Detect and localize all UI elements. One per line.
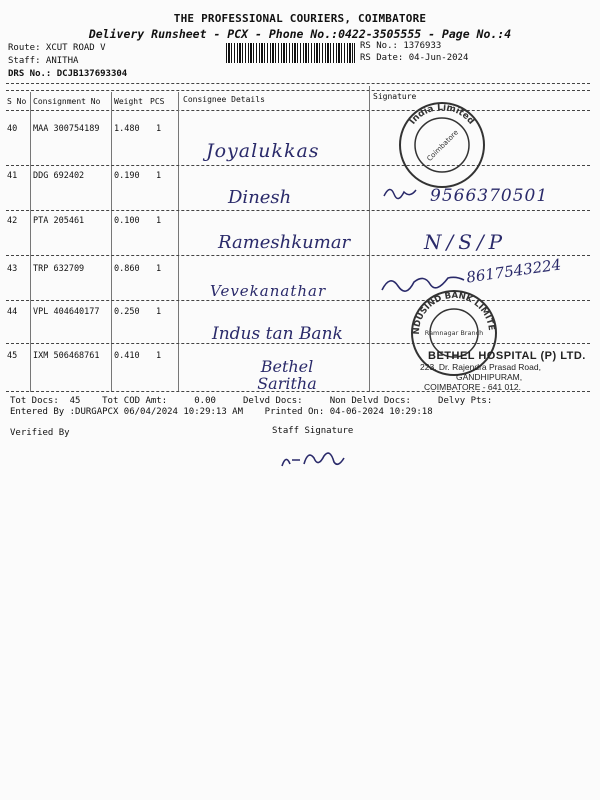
col-sep-1	[30, 92, 31, 392]
company-title: THE PROFESSIONAL COURIERS, COIMBATORE	[173, 12, 427, 25]
row-sno: 40	[7, 124, 18, 134]
row-sno: 41	[7, 171, 18, 181]
row-divider	[6, 165, 590, 166]
row-pcs: 1	[156, 216, 162, 226]
row-consignee-handwriting: Bethel Saritha	[257, 357, 317, 393]
row-weight: 0.250	[114, 307, 140, 317]
barcode	[226, 43, 350, 63]
row-pcs: 1	[156, 171, 162, 181]
row-consignee-handwriting: Vevekanathar	[210, 282, 327, 300]
rs-number: RS No.: 1376933	[360, 41, 442, 51]
row-sno: 43	[7, 264, 18, 274]
stamp-inner-text: Ramnagar Branch	[424, 329, 484, 337]
row-weight: 0.190	[114, 171, 140, 181]
row-weight: 0.860	[114, 264, 140, 274]
drs-number: DRS No.: DCJB137693304	[8, 69, 128, 79]
row-pcs: 1	[156, 264, 162, 274]
stamp-inner-text: Coimbatore	[425, 128, 460, 163]
row-pcs: 1	[156, 351, 162, 361]
row-consignment: TRP 632709	[33, 264, 85, 274]
row-consignment: DDG 692402	[33, 171, 85, 181]
col-consignment: Consignment No	[33, 97, 101, 106]
row-divider	[6, 255, 590, 256]
row-weight: 0.100	[114, 216, 140, 226]
row-sno: 45	[7, 351, 18, 361]
col-pcs: PCS	[150, 97, 165, 106]
row-consignment: IXM 506468761	[33, 351, 100, 361]
row-signature-phone: 9566370501	[430, 186, 549, 206]
staff-signature-scribble	[280, 444, 350, 474]
runsheet-subtitle: Delivery Runsheet - PCX - Phone No.:0422-3505555 - Page No.:4	[88, 27, 512, 41]
row-signature-phone: 8617543224	[465, 255, 563, 287]
row-consignment: PTA 205461	[33, 216, 85, 226]
hospital-address-line: 223, Dr. Rajendra Prasad Road,	[420, 362, 541, 372]
hospital-address-line: COIMBATORE - 641 012.	[424, 382, 521, 392]
row-consignee-handwriting: Rameshkumar	[218, 232, 351, 253]
company-stamp-seal	[395, 98, 490, 193]
entered-by-line: Entered By :DURGAPCX 06/04/2024 10:29:13 AM Printed On: 04-06-2024 10:29:18	[10, 407, 433, 417]
row-sno: 42	[7, 216, 18, 226]
row-consignment: VPL 404640177	[33, 307, 100, 317]
row-divider	[6, 300, 590, 301]
col-weight: Weight	[114, 97, 143, 106]
col-sep-2	[111, 92, 112, 392]
row-divider	[6, 343, 590, 344]
stamp-ring-text: INDUSIND BANK LIMITED	[404, 280, 496, 335]
hospital-stamp	[420, 350, 586, 392]
row-weight: 0.410	[114, 351, 140, 361]
col-sep-4	[369, 86, 370, 392]
header-top-rule-2	[6, 90, 590, 91]
stamp-ring-text: India Limited	[407, 102, 477, 127]
staff-signature-label: Staff Signature	[272, 426, 354, 436]
row-sno: 44	[7, 307, 18, 317]
row-consignee-handwriting: Indus tan Bank	[212, 324, 343, 344]
row-pcs: 1	[156, 124, 162, 134]
row-weight: 1.480	[114, 124, 140, 134]
col-sep-3	[178, 92, 179, 392]
route-label: Route: XCUT ROAD V	[8, 43, 106, 53]
row-signature-text: N/S/P	[424, 230, 508, 254]
verified-by-label: Verified By	[10, 428, 70, 438]
header-top-rule	[6, 83, 590, 84]
signature-scribble	[380, 182, 420, 206]
col-signature: Signature	[373, 92, 417, 101]
row-pcs: 1	[156, 307, 162, 317]
hospital-name: BETHEL HOSPITAL (P) LTD.	[428, 350, 586, 362]
col-sno: S No	[7, 97, 27, 106]
hospital-address-line: GANDHIPURAM,	[456, 372, 523, 382]
svg-text:INDUSIND BANK LIMITED	[404, 280, 496, 335]
row-divider	[6, 210, 590, 211]
header-bottom-rule	[6, 110, 590, 111]
barcode-tail	[350, 43, 356, 63]
svg-text:India Limited	[408, 103, 476, 127]
staff-label: Staff: ANITHA	[8, 56, 79, 66]
row-consignee-handwriting: Joyalukkas	[206, 140, 320, 162]
row-consignee-handwriting: Dinesh	[228, 187, 292, 208]
rs-date: RS Date: 04-Jun-2024	[360, 53, 469, 63]
totals-line: Tot Docs: 45 Tot COD Amt: 0.00 Delvd Docs: Non Delvd Docs: Delvy Pts:	[10, 396, 493, 406]
row-consignment: MAA 300754189	[33, 124, 100, 134]
col-consignee: Consignee Details	[183, 95, 265, 104]
